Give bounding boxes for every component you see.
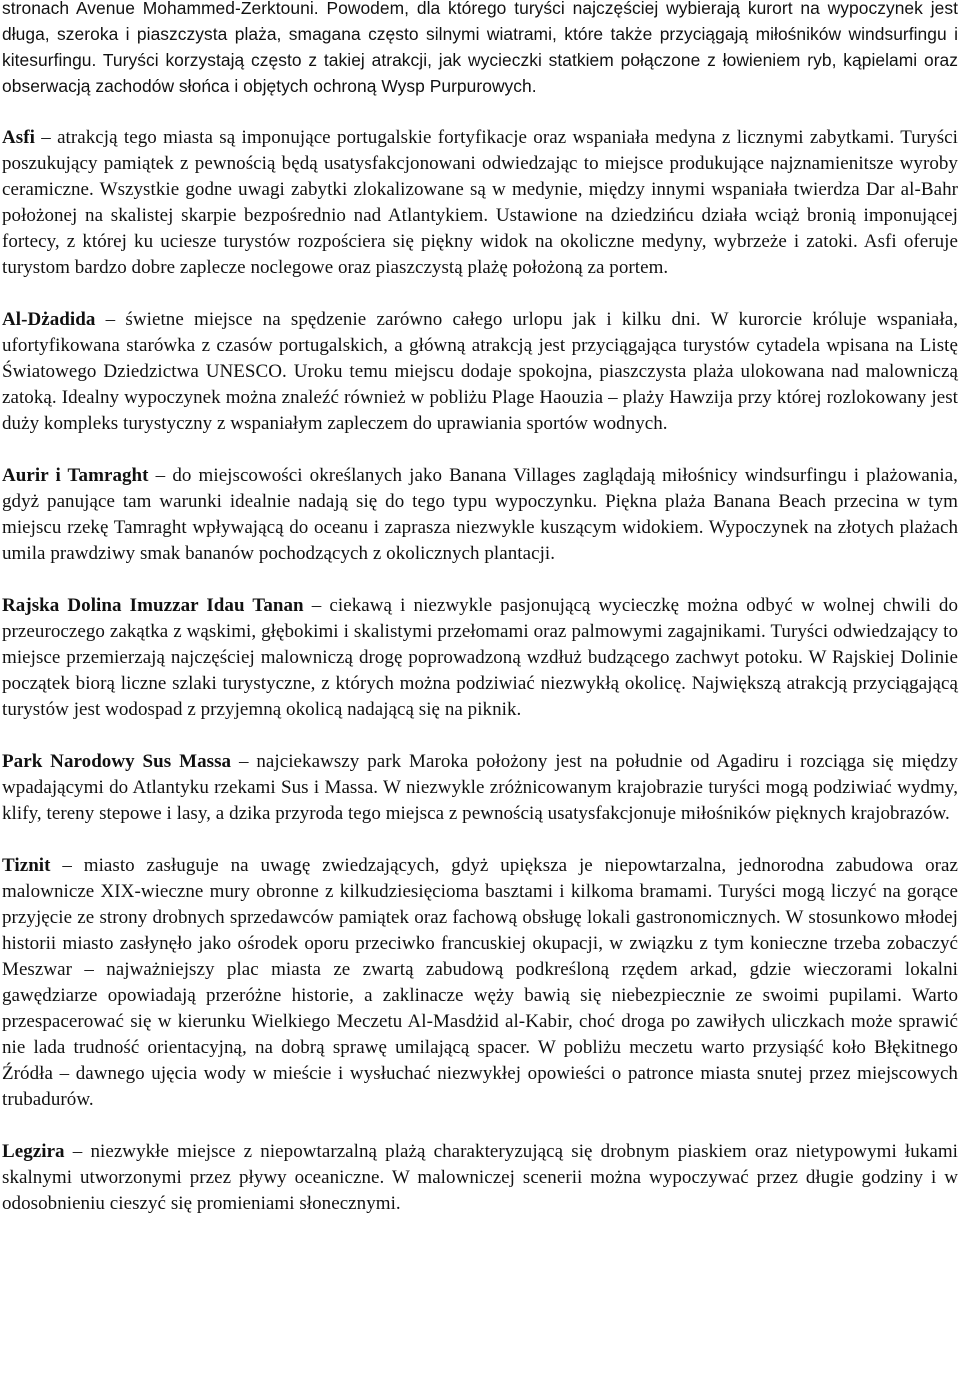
paragraph-rajska <box>2 593 958 723</box>
paragraph-park <box>2 749 958 827</box>
paragraph-asfi-text: – atrakcją tego miasta są imponujące portugalskie fortyfikacje oraz wspaniała medyna z licznymi zabytkami. Turyści poszukujący pamiątek z pewnością będą usatysfakcjonowani odwiedzając to miejsce produkujące najznamienitsze wyroby ceramiczne. Wszystkie godne uwagi zabytki zlokalizowane są w medynie, między innymi wspaniała twierdza Dar al-Bahr położonej na skalistej skarpie bezpośrednio nad Atlantykiem. Ustawione na dziedzińcu działa wciąż bronią imponującej fortecy, z której ku uciesze turystów rozpościera się piękny widok na okoliczne medyny, wybrzeże i zatoki. Asfi oferuje turystom bardzo dobre zaplecze noclegowe oraz piaszczystą plażę położoną za portem. <box>2 127 958 278</box>
paragraph-legzira-title: Legzira <box>2 1141 65 1162</box>
paragraph-gap <box>2 723 958 749</box>
paragraph-rajska-title: Rajska Dolina Imuzzar Idau Tanan <box>2 595 304 616</box>
paragraph-aurir <box>2 463 958 567</box>
paragraph-gap <box>2 1113 958 1139</box>
paragraph-park-text: – najciekawszy park Maroka położony jest na południe od Agadiru i rozciąga się między wpadającymi do Atlantyku rzekami Sus i Massa. W niezwykle zróżnicowanym krajobrazie turyści mogą podziwiać wydmy, klify, tereny stepowe i lasy, a dzika przyroda tego miejsca z pewnością usatysfakcjonuje miłośników pięknych krajobrazów. <box>2 751 958 824</box>
paragraph-tiznit-title: Tiznit <box>2 855 51 876</box>
paragraph-aurir-title: Aurir i Tamraght <box>2 465 149 486</box>
paragraph-tiznit-text: – miasto zasługuje na uwagę zwiedzających, gdyż upiększa je niepowtarzalna, jednorodna zabudowa oraz malownicze XIX-wieczne mury obronne z kilkudziesięcioma basztami i kilkoma bramami. Turyści mogą liczyć na gorące przyjęcie ze strony drobnych sprzedawców pamiątek oraz fachową obsługę lokali gastronomicznych. W stosunkowo młodej historii miasto zasłynęło jako ośrodek oporu przeciwko francuskiej okupacji, w związku z tym konieczne trzeba zobaczyć Meszwar – najważniejszy plac miasta ze zwartą zabudową podkreśloną rzędem arkad, gdzie wieczorami lokalni gawędziarze opowiadają przeróżne historie, a zaklinacze węży bawią się niebezpiecznie ze swoimi pupilami. Warto przespacerować się w kierunku Wielkiego Meczetu Al-Masdżid al-Kabir, choć droga po zawiłych uliczkach może sprawić nie lada trudność orientacyjną, na dobrą sprawę umilającą spacer. W pobliżu meczetu warto przysiąść koło Błękitnego Źródła – dawnego ujęcia wody w mieście i wysłuchać niezwykłej opowieści o patronce miasta snutej przez miejscowych trubadurów. <box>2 855 958 1110</box>
document-page <box>2 0 958 1217</box>
paragraph-asfi <box>2 125 958 281</box>
paragraph-al-dzadida <box>2 307 958 437</box>
paragraph-gap <box>2 827 958 853</box>
paragraph-asfi-title: Asfi <box>2 127 35 148</box>
paragraph-legzira-text: – niezwykłe miejsce z niepowtarzalną plażą charakteryzującą się drobnym piaskiem oraz nietypowymi łukami skalnymi utworzonymi przez pływy oceaniczne. W malowniczej scenerii można wypoczywać przez długie godziny i w odosobnieniu cieszyć się promieniami słonecznymi. <box>2 1141 958 1214</box>
paragraph-al-dzadida-title: Al-Dżadida <box>2 309 96 330</box>
paragraph-intro-text: stronach Avenue Mohammed-Zerktouni. Powodem, dla którego turyści najczęściej wybierają kurort na wypoczynek jest długa, szeroka i piaszczysta plaża, smagana często silnymi wiatrami, które także przyciągają miłośników windsurfingu i kitesurfingu. Turyści korzystają często z takiej atrakcji, jak wycieczki statkiem połączone z łowieniem ryb, kąpielami oraz obserwacją zachodów słońca i objętych ochroną Wysp Purpurowych. <box>2 0 958 96</box>
paragraph-gap <box>2 281 958 307</box>
paragraph-al-dzadida-text: – świetne miejsce na spędzenie zarówno całego urlopu jak i kilku dni. W kurorcie króluje wspaniała, ufortyfikowana starówka z czasów portugalskich, a główną atrakcją jest przyciągająca turystów cytadela wpisana na Listę Światowego Dziedzictwa UNESCO. Uroku temu miejscu dodaje spokojna, piaszczysta plaża ulokowana nad malowniczą zatoką. Idealny wypoczynek można znaleźć również w pobliżu Plage Haouzia – plaży Hawzija przy której rozlokowany jest duży kompleks turystyczny z wspaniałym zapleczem do uprawiania sportów wodnych. <box>2 309 958 434</box>
paragraph-park-title: Park Narodowy Sus Massa <box>2 751 232 772</box>
paragraph-gap <box>2 99 958 125</box>
paragraph-intro <box>2 0 958 99</box>
paragraph-legzira <box>2 1139 958 1217</box>
paragraph-tiznit <box>2 853 958 1113</box>
paragraph-aurir-text: – do miejscowości określanych jako Banana Villages zaglądają miłośnicy windsurfingu i plażowania, gdyż panujące tam warunki idealnie nadają się do tego typu wypoczynku. Piękna plaża Banana Beach przecina w tym miejscu rzekę Tamraght wpływającą do oceanu i zaprasza niezwykle kuszącym widokiem. Wypoczynek na złotych plażach umila prawdziwy smak bananów pochodzących z okolicznych plantacji. <box>2 465 958 564</box>
paragraph-rajska-text: – ciekawą i niezwykle pasjonującą wycieczkę można odbyć w wolnej chwili do przeuroczego zakątka z wąskimi, głębokimi i skalistymi przełomami oraz palmowymi zagajnikami. Turyści odwiedzający to miejsce przemierzają najczęściej malowniczą drogę poprowadzoną wzdłuż budzącego zachwyt potoku. W Rajskiej Dolinie początek biorą liczne szlaki turystyczne, z których można podziwiać niezwykłą okolicę. Największą atrakcją przyciągającą turystów jest wodospad z przyjemną okolicą nadającą się na piknik. <box>2 595 958 720</box>
paragraph-gap <box>2 567 958 593</box>
paragraph-gap <box>2 437 958 463</box>
